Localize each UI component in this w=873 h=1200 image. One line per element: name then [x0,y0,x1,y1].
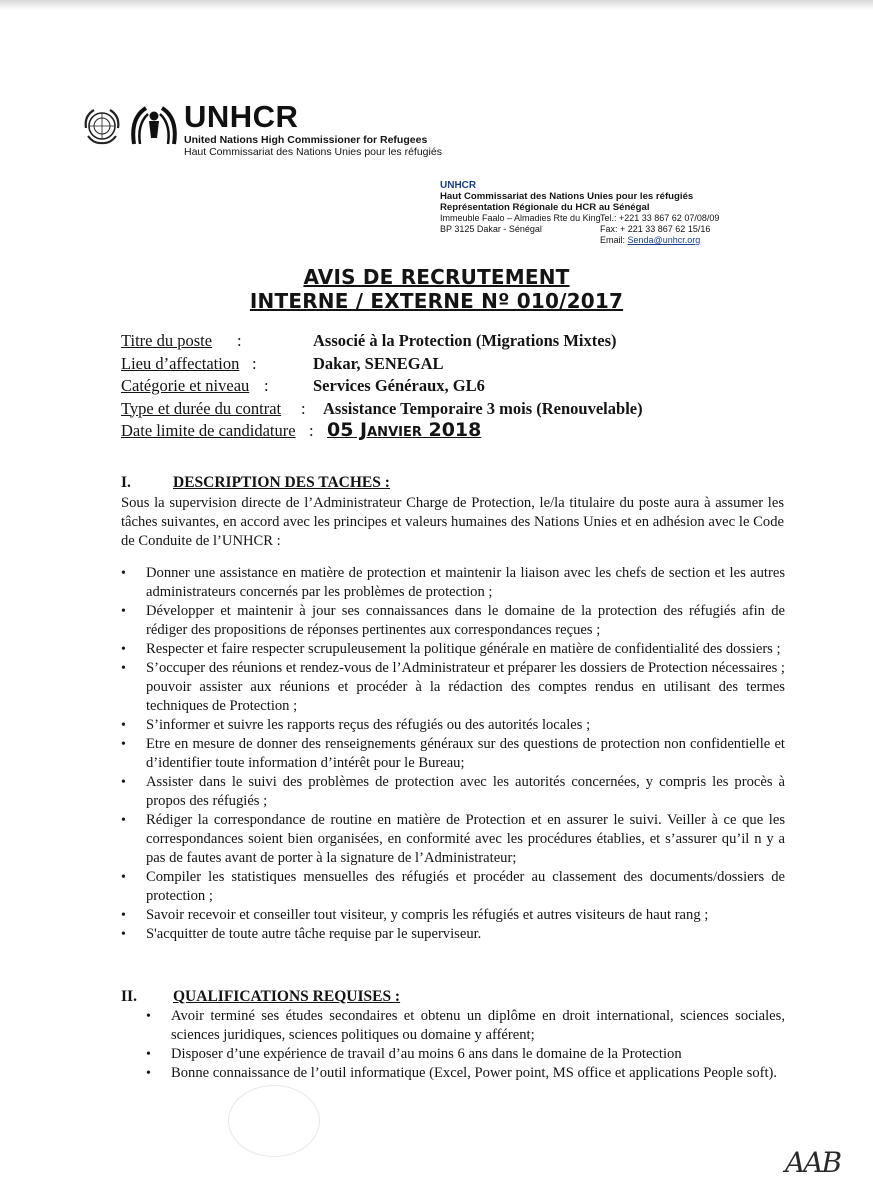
deadline-label: Date limite de candidature [121,421,296,440]
qualification-list [146,1007,785,1083]
field-colon: : [252,353,257,373]
job-fields [121,331,761,444]
task-item: • S'acquitter de toute autre tâche requise par le superviseur. [121,925,785,944]
field-value: Dakar, SENEGAL [313,353,444,373]
address-street: Immeuble Faalo – Almadies Rte du King [440,213,601,223]
brand-name: UNHCR [184,99,299,134]
address-row-street [440,213,770,224]
address-row-box [440,224,770,235]
field-colon: : [264,376,269,395]
address-org: UNHCR [440,180,477,191]
task-item: • Donner une assistance en matière de protection et maintenir la liaison avec les chefs de section et les autres administrateurs concernés par les problèmes de protection ; [121,564,785,602]
field-label: Type et durée du contrat [121,398,282,418]
handwritten-initials: AAB [785,1146,841,1179]
field-label: Lieu d’affectation [121,353,240,373]
field-row-contract [121,399,761,422]
task-item: • Savoir recevoir et conseiller tout visiteur, y compris les réfugiés et autres visiteurs de haut rang ; [121,906,785,925]
address-row-email [440,235,770,246]
address-email-label: Email: [600,235,626,245]
field-label: Catégorie et niveau [121,376,250,395]
office-address [440,180,770,246]
qualification-item: • Bonne connaissance de l’outil informatique (Excel, Power point, MS office et applications People soft). [146,1064,785,1083]
section-1-number: I. [121,474,131,491]
field-row-category [121,376,761,399]
task-item: • Compiler les statistiques mensuelles des réfugiés et procéder au classement des documents/dossiers de protection ; [121,868,785,906]
address-tel: Tel.: +221 33 867 62 07/08/09 [600,213,720,223]
scan-edge [0,0,873,10]
field-value: Services Généraux, GL6 [313,376,485,395]
section-1-title: DESCRIPTION DES TACHES : [173,474,390,491]
deadline-value: 05 Janvier 2018 [327,419,482,441]
section-2-title: QUALIFICATIONS REQUISES : [173,988,401,1005]
faded-stamp [228,1085,320,1157]
task-item: • S’occuper des réunions et rendez-vous de l’Administrateur et préparer les dossiers de Protection nécessaires ; pouvoir assister aux réunions et procéder à la rédaction des comptes rendus en utilisant des termes techniques de Protection ; [121,659,785,716]
field-row-title [121,331,761,354]
field-value: Associé à la Protection (Migrations Mixtes) [313,331,617,350]
section-2-number: II. [121,988,137,1005]
task-item: • S’informer et suivre les rapports reçus des réfugiés ou des autorités locales ; [121,716,785,735]
brand-subtitle-en: United Nations High Commissioner for Refugees [184,134,428,146]
brand-subtitle-fr: Haut Commissariat des Nations Unies pour les réfugiés [184,146,442,158]
refugee-hands-icon [128,104,180,150]
address-email-line [600,235,700,246]
field-colon: : [301,398,306,418]
qualification-item: • Avoir terminé ses études secondaires et obtenu un diplôme en droit international, sciences sociales, sciences juridiques, sciences politiques ou domaine y afférent; [146,1007,785,1045]
address-line2: Représentation Régionale du HCR au Sénégal [440,202,650,213]
field-row-deadline [121,421,761,444]
section-1-intro: Sous la supervision directe de l’Administrateur Charge de Protection, le/la titulaire du poste aura à assumer les tâches suivantes, en accord avec les principes et valeurs humaines des Nations Unies et en adhésion avec le Code de Conduite de l’UNHCR : [121,495,784,549]
notice-title-line2: INTERNE / EXTERNE Nº 010/2017 [249,289,624,313]
task-item: • Assister dans le suivi des problèmes de protection avec les autorités concernées, y compris les procès à propos des réfugiés ; [121,773,785,811]
deadline-colon: : [309,421,314,440]
task-item: • Rédiger la correspondance de routine en matière de Protection et en assurer le suivi. Veiller à ce que les correspondances soient bien organisées, en conformité avec les procédures établies, et s’assurer qu’il n y a pas de fautes avant de porter à la signature de l’Administrateur; [121,811,785,868]
task-item: • Respecter et faire respecter scrupuleusement la politique générale en matière de confidentialité des dossiers ; [121,640,785,659]
address-fax: Fax: + 221 33 867 62 15/16 [600,224,711,234]
field-row-location [121,354,761,377]
qualification-item: • Disposer d’une expérience de travail d’au moins 6 ans dans le domaine de la Protection [146,1045,785,1064]
field-value: Assistance Temporaire 3 mois (Renouvelable) [323,398,643,418]
address-line1: Haut Commissariat des Nations Unies pour les réfugiés [440,191,694,202]
task-item: • Développer et maintenir à jour ses connaissances dans le domaine de la protection des réfugiés afin de rédiger des propositions de réponses pertinentes aux correspondances reçues ; [121,602,785,640]
unhcr-logo [82,99,442,158]
notice-title-line1: AVIS DE RECRUTEMENT [303,265,570,289]
address-po-box: BP 3125 Dakar - Sénégal [440,224,542,234]
task-item: • Etre en mesure de donner des renseignements généraux sur des questions de protection non confidentielle et d’identifier toute information d’intérêt pour le Bureau; [121,735,785,773]
field-label: Titre du poste [121,331,213,350]
address-email-link[interactable]: Senda@unhcr.org [627,235,701,245]
task-list [121,564,785,944]
field-colon: : [237,331,242,350]
un-emblem-icon [82,106,122,146]
